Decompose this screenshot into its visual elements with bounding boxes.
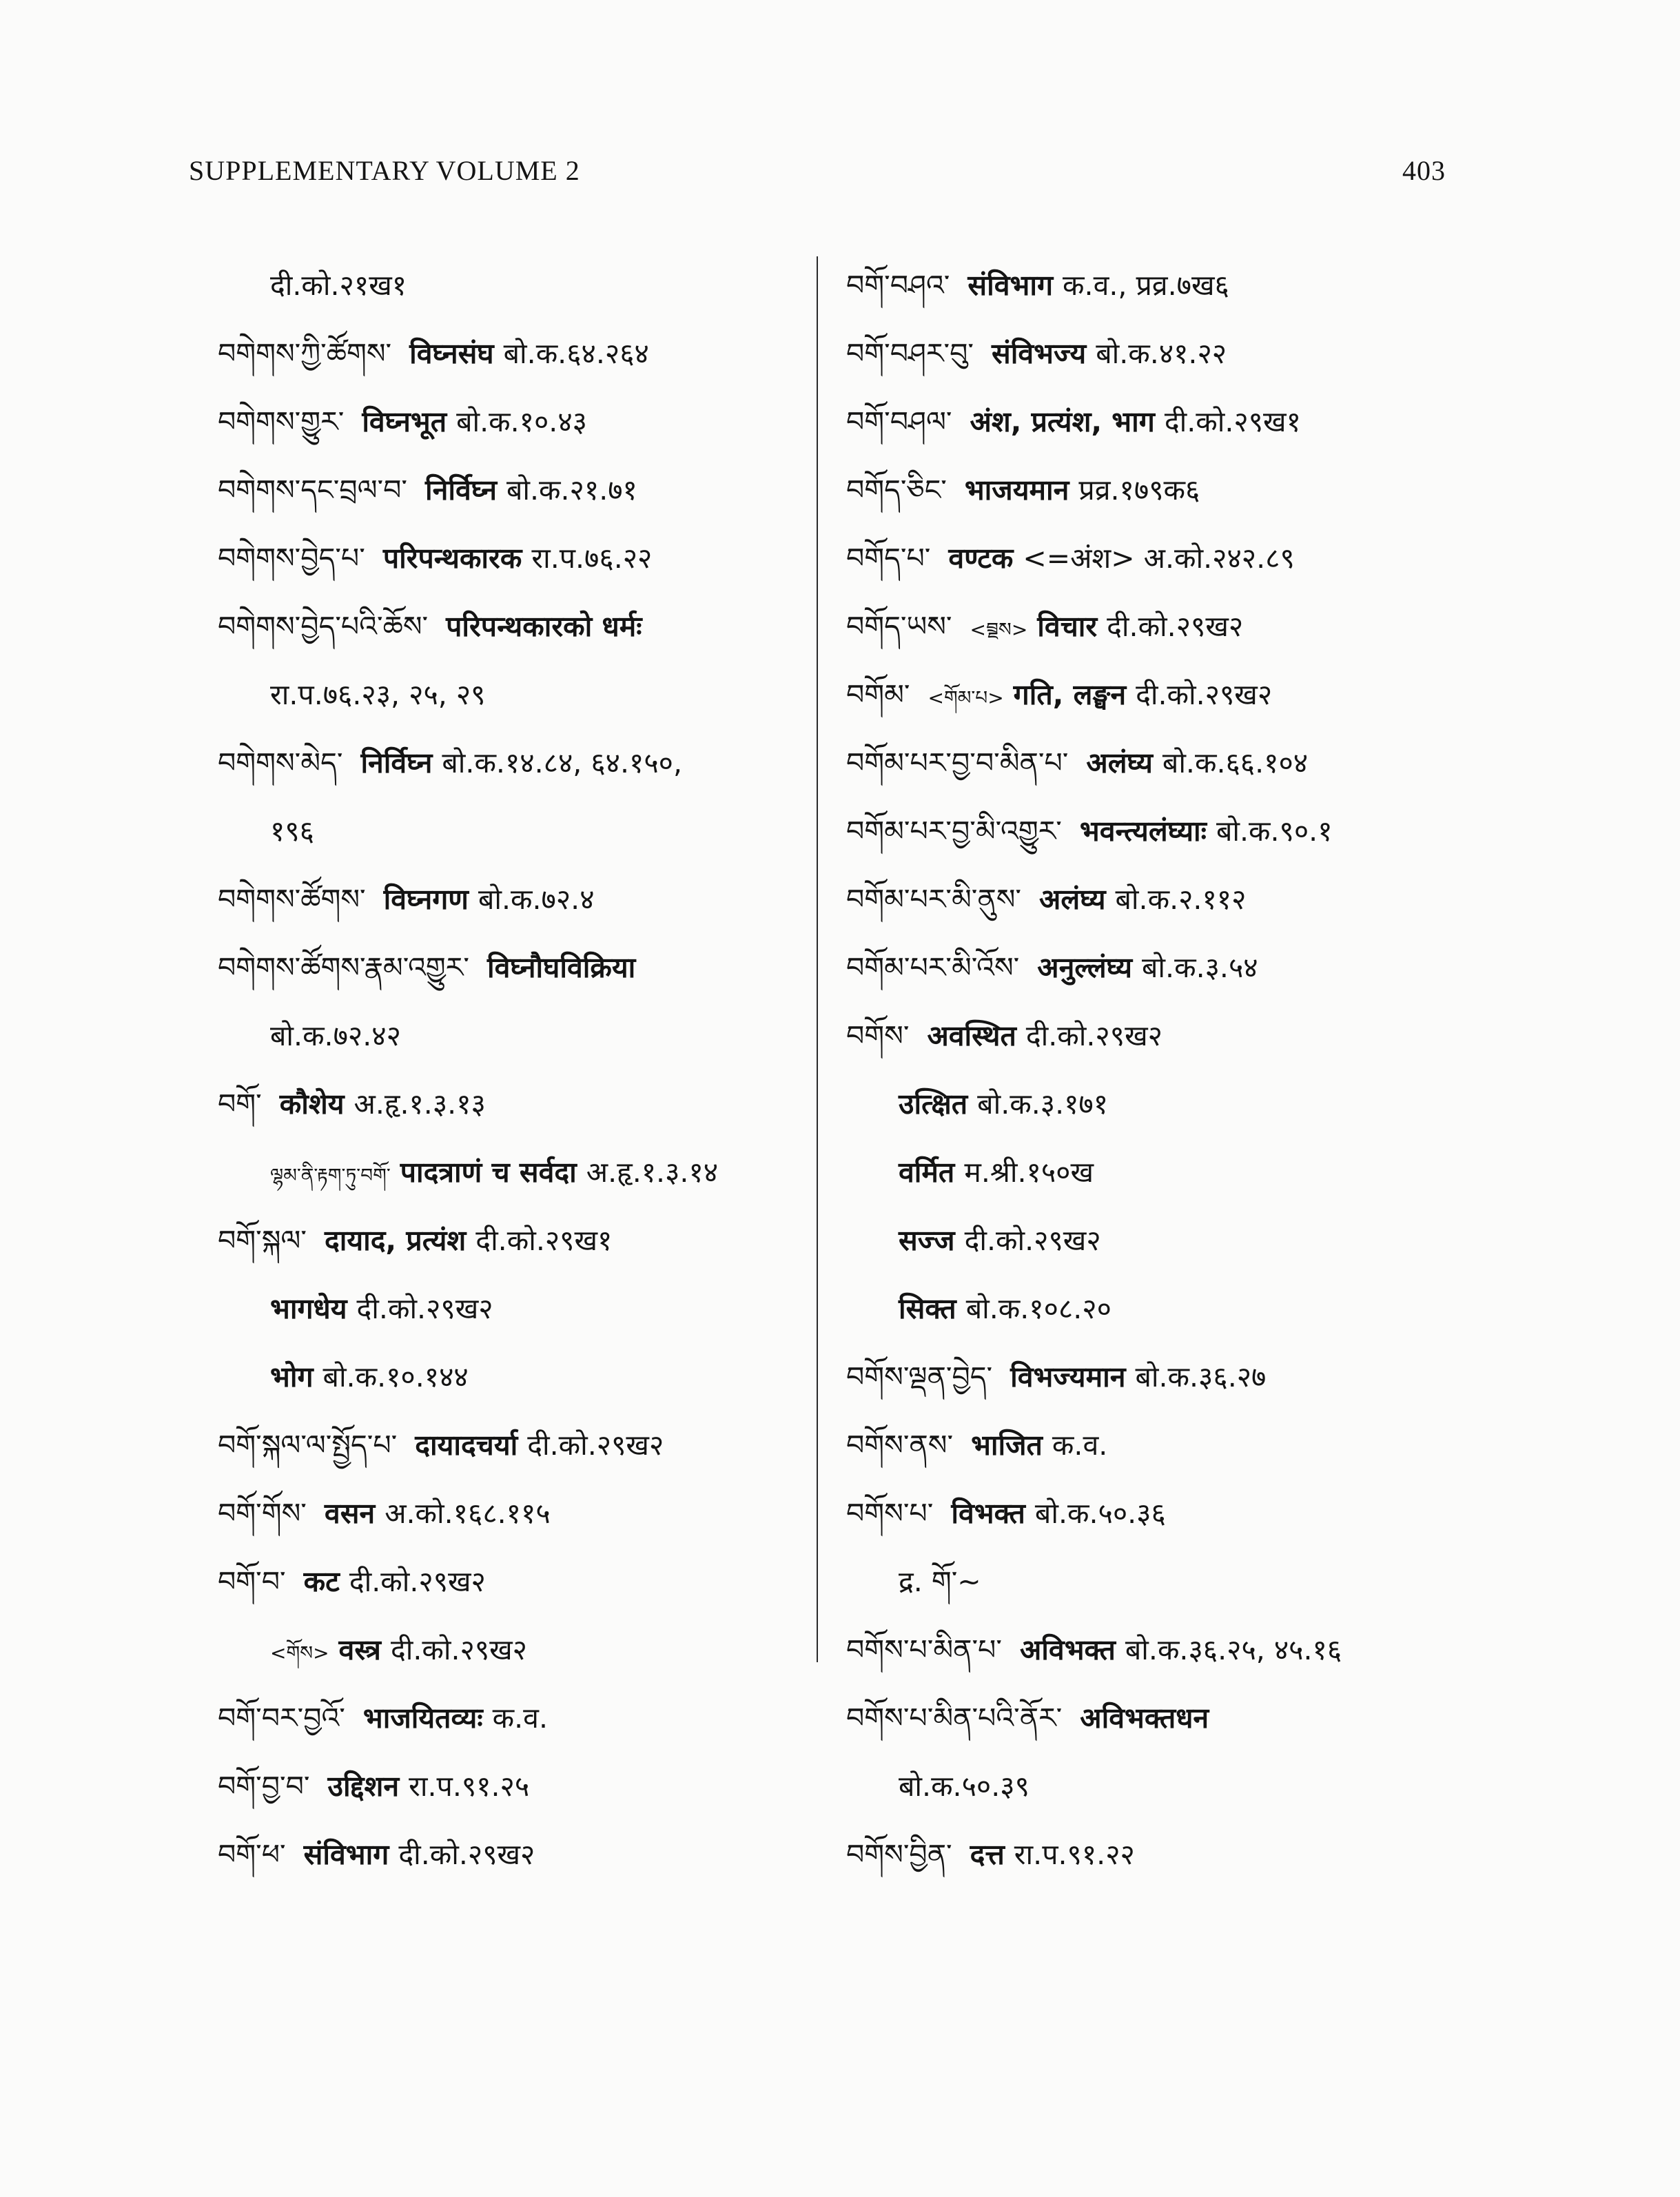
tibetan-headword: བགོས་ [846, 1019, 910, 1052]
source-reference: बो.क.१०८.२० [965, 1292, 1112, 1325]
sanskrit-equivalent: अलंघ्य [1039, 883, 1106, 916]
source-reference: क.व. [492, 1702, 548, 1735]
sanskrit-equivalent: दायादचर्या [415, 1429, 518, 1462]
tibetan-headword: བགོ་བར་བྱའོ་ [218, 1702, 345, 1735]
dictionary-entry [218, 1411, 810, 1480]
sanskrit-equivalent: दायाद, प्रत्यंश [325, 1224, 467, 1257]
source-reference: बो.क.२१.७१ [506, 473, 637, 507]
left-column [218, 252, 810, 1889]
tibetan-headword: བགོ་སྐལ་ལ་སྤྱོད་པ་ [218, 1429, 398, 1462]
source-reference: दी.को.२९ख२ [390, 1633, 527, 1666]
sanskrit-equivalent: अविभक्तधन [1080, 1702, 1209, 1735]
tibetan-headword: བགོམ་པར་བྱ་བ་མིན་པ་ [846, 746, 1069, 779]
sanskrit-equivalent: वण्टक [948, 542, 1014, 575]
sanskrit-equivalent: विभज्यमान [1010, 1360, 1126, 1393]
dictionary-entry [846, 934, 1480, 1002]
source-reference: बो.क.३.५४ [1142, 951, 1258, 984]
sanskrit-equivalent: विघ्नभूत [362, 405, 447, 438]
dictionary-entry [846, 797, 1480, 866]
running-title: SUPPLEMENTARY VOLUME 2 [189, 155, 580, 186]
sanskrit-equivalent: संविभाग [967, 269, 1054, 302]
sanskrit-equivalent: विभक्त [951, 1497, 1025, 1530]
sanskrit-equivalent: भवन्त्यलंघ्याः [1079, 815, 1207, 848]
sanskrit-equivalent: विघ्नौघविक्रिया [486, 951, 636, 984]
tibetan-headword: བགོམ་པར་བྱ་མི་འགྱུར་ [846, 815, 1062, 848]
dictionary-entry [846, 1684, 1480, 1753]
dictionary-entry [218, 456, 810, 524]
sanskrit-equivalent: वर्मित [899, 1156, 955, 1189]
dictionary-entry [218, 1480, 810, 1548]
tibetan-headword: བགེགས་ཚོགས་ [218, 883, 366, 916]
dictionary-entry [218, 252, 810, 320]
sanskrit-equivalent: भोग [270, 1360, 314, 1393]
sanskrit-equivalent: कट [303, 1565, 340, 1598]
tibetan-headword: བགོད་པ་ [846, 542, 931, 575]
tibetan-headword: བགེགས་དང་བྲལ་བ་ [218, 473, 408, 507]
source-reference: बो.क.३६.२५, ४५.१६ [1125, 1633, 1342, 1666]
source-reference: क.व., प्रव्र.७ख६ [1063, 269, 1229, 302]
dictionary-entry [218, 1207, 810, 1275]
sanskrit-equivalent: भागधेय [270, 1292, 347, 1325]
dictionary-entry [218, 1070, 810, 1138]
dictionary-entry [846, 1411, 1480, 1480]
sanskrit-equivalent: भाजयमान [964, 473, 1069, 507]
source-reference: रा.प.९१.२५ [409, 1770, 530, 1803]
sanskrit-equivalent: कौशेय [279, 1087, 345, 1121]
tibetan-headword: བགེགས་གྱུར་ [218, 405, 345, 438]
sanskrit-equivalent: दत्त [970, 1838, 1005, 1871]
tibetan-headword: བགོ་ཕ་ [218, 1838, 286, 1871]
source-reference: अ.हृ.१.३.१३ [354, 1087, 486, 1121]
tibetan-headword: བགོ་བཤར་བུ་ [846, 337, 974, 370]
tibetan-headword: བགོས་པ་མིན་པ་ [846, 1633, 1002, 1666]
dictionary-entry [218, 729, 810, 797]
source-reference: बो.क.१४.८४, ६४.१५०, [442, 746, 683, 779]
sanskrit-equivalent: भाजयितव्यः [362, 1702, 483, 1735]
source-reference: रा.प.९१.२२ [1014, 1838, 1135, 1871]
tibetan-headword: བགེགས་ཀྱི་ཚོགས་ [218, 337, 392, 370]
sanskrit-equivalent: संविभाग [303, 1838, 389, 1871]
tibetan-headword: བགེགས་མེད་ [218, 746, 343, 779]
dictionary-entry [218, 1821, 810, 1889]
tibetan-headword: བགོ་བ་ [218, 1565, 286, 1598]
sanskrit-equivalent: परिपन्थकारक [382, 542, 522, 575]
source-reference: बो.क.२.११२ [1115, 883, 1247, 916]
sanskrit-equivalent: सज्ज [899, 1224, 955, 1257]
tibetan-headword: བགོ་གོས་ [218, 1497, 307, 1530]
source-reference: दी.को.२९ख२ [398, 1838, 535, 1871]
column-divider [817, 256, 818, 1662]
page-header [189, 154, 1446, 187]
dictionary-entry [846, 252, 1480, 320]
dictionary-entry [218, 1138, 810, 1207]
source-reference: दी.को.२९ख१ [1164, 405, 1301, 438]
source-reference: बो.क.१०.४३ [456, 405, 587, 438]
entry-note: <གོས> [270, 1642, 329, 1664]
source-reference: बो.क.१०.१४४ [322, 1360, 469, 1393]
sanskrit-equivalent: संविभज्य [992, 337, 1087, 370]
source-reference: दी.को.२९ख१ [475, 1224, 613, 1257]
dictionary-entry [846, 320, 1480, 388]
source-reference: बो.क.७२.४२ [270, 1019, 401, 1052]
tibetan-headword: ལྷམ་ནི་རྟག་ཏུ་བགོ་ [270, 1164, 391, 1187]
sanskrit-equivalent: निर्विघ्न [425, 473, 497, 507]
dictionary-entry [846, 1002, 1480, 1070]
dictionary-entry [846, 456, 1480, 524]
tibetan-headword: བགོས་པ་མིན་པའི་ནོར་ [846, 1702, 1063, 1735]
dictionary-entry [846, 524, 1480, 593]
source-reference: बो.क.५०.३६ [1034, 1497, 1166, 1530]
dictionary-entry [846, 593, 1480, 661]
dictionary-entry [218, 661, 810, 729]
sanskrit-equivalent: वसन [324, 1497, 376, 1530]
dictionary-entry [846, 1821, 1480, 1889]
source-reference: बो.क.६६.१०४ [1162, 746, 1309, 779]
sanskrit-equivalent: सिक्त [899, 1292, 956, 1325]
source-reference: दी.को.२९ख२ [356, 1292, 493, 1325]
sanskrit-equivalent: उद्दिशन [327, 1770, 400, 1803]
source-reference: अ.को.१६८.११५ [385, 1497, 551, 1530]
source-reference: दी.को.२९ख२ [1025, 1019, 1162, 1052]
dictionary-entry [218, 866, 810, 934]
source-reference: बो.क.३.१७१ [977, 1087, 1109, 1121]
dictionary-entry [846, 1275, 1480, 1343]
dictionary-entry [218, 524, 810, 593]
dictionary-entry [218, 1343, 810, 1411]
dictionary-entry [846, 729, 1480, 797]
tibetan-headword: བགོམ་པར་མི་འོས་ [846, 951, 1020, 984]
dictionary-entry [218, 1684, 810, 1753]
source-reference: दी.को.२१ख१ [270, 269, 407, 302]
source-reference: बो.क.३६.२७ [1135, 1360, 1267, 1393]
source-reference: क.व. [1052, 1429, 1108, 1462]
dictionary-entry [846, 661, 1480, 729]
source-reference: द्र. གོ་~ [899, 1565, 981, 1598]
dictionary-entry [218, 934, 810, 1002]
dictionary-entry [846, 1343, 1480, 1411]
tibetan-headword: བགོས་པ་ [846, 1497, 934, 1530]
dictionary-entry [846, 1616, 1480, 1684]
dictionary-entry [218, 1753, 810, 1821]
sanskrit-equivalent: वस्त्र [338, 1633, 381, 1666]
dictionary-entry [218, 797, 810, 866]
source-reference: दी.को.२९ख२ [1136, 678, 1273, 711]
sanskrit-equivalent: निर्विघ्न [360, 746, 433, 779]
sanskrit-equivalent: पादत्राणं च सर्वदा [400, 1156, 577, 1189]
sanskrit-equivalent: विघ्नसंघ [409, 337, 494, 370]
source-reference: बो.क.९०.१ [1216, 815, 1333, 848]
source-reference: प्रव्र.१७९क६ [1078, 473, 1200, 507]
source-reference: दी.को.२९ख२ [1107, 610, 1244, 643]
sanskrit-equivalent: अविभक्त [1019, 1633, 1116, 1666]
right-column [846, 252, 1480, 1889]
source-reference: बो.क.७२.४ [478, 883, 595, 916]
source-reference: रा.प.७६.२३, २५, २९ [270, 678, 486, 711]
dictionary-entry [218, 1002, 810, 1070]
tibetan-headword: བགོ་སྐལ་ [218, 1224, 307, 1257]
tibetan-headword: བགོ་བཤལ་ [846, 405, 952, 438]
entry-note: <བྲྡས> [970, 618, 1028, 641]
tibetan-headword: བགེགས་བྱེད་པའི་ཆོས་ [218, 610, 429, 643]
tibetan-headword: བགོད་ཡས་ [846, 610, 952, 643]
sanskrit-equivalent: विचार [1037, 610, 1098, 643]
source-reference: १९६ [270, 815, 314, 848]
entry-note: <གོམ་པ> [928, 686, 1004, 709]
dictionary-entry [846, 1070, 1480, 1138]
sanskrit-equivalent: अलंघ्य [1086, 746, 1153, 779]
sanskrit-equivalent: अवस्थित [927, 1019, 1016, 1052]
dictionary-entry [846, 1207, 1480, 1275]
source-reference: बो.क.६४.२६४ [503, 337, 649, 370]
tibetan-headword: བགོད་ཅིང་ [846, 473, 947, 507]
tibetan-headword: བགོས་བྱིན་ [846, 1838, 952, 1871]
source-reference: दी.को.२९ख२ [964, 1224, 1101, 1257]
source-reference: <=अंश> अ.को.२४२.८९ [1023, 542, 1295, 575]
tibetan-headword: བགོ་བཤའ་ [846, 269, 950, 302]
dictionary-entry [218, 593, 810, 661]
source-reference: म.श्री.१५०ख [964, 1156, 1094, 1189]
tibetan-headword: བགེགས་བྱེད་པ་ [218, 542, 365, 575]
page-number: 403 [1402, 155, 1446, 186]
dictionary-entry [846, 1753, 1480, 1821]
source-reference: दी.को.२९ख२ [349, 1565, 486, 1598]
tibetan-headword: བགོམ་པར་མི་ནུས་ [846, 883, 1021, 916]
dictionary-entry [218, 388, 810, 456]
tibetan-headword: བགོས་ལྡན་བྱེད་ [846, 1360, 993, 1393]
source-reference: बो.क.४१.२२ [1096, 337, 1227, 370]
tibetan-headword: བགོ་ [218, 1087, 262, 1121]
dictionary-entry [218, 1548, 810, 1616]
tibetan-headword: བགོམ་ [846, 678, 910, 711]
tibetan-headword: བགོས་ནས་ [846, 1429, 954, 1462]
dictionary-entry [218, 320, 810, 388]
sanskrit-equivalent: परिपन्थकारको धर्मः [446, 610, 642, 643]
source-reference: दी.को.२९ख२ [527, 1429, 664, 1462]
sanskrit-equivalent: अनुल्लंघ्य [1037, 951, 1133, 984]
sanskrit-equivalent: अंश, प्रत्यंश, भाग [970, 405, 1155, 438]
source-reference: अ.हृ.१.३.१४ [586, 1156, 719, 1189]
tibetan-headword: བགོ་བྱ་བ་ [218, 1770, 310, 1803]
sanskrit-equivalent: उत्क्षित [899, 1087, 968, 1121]
source-reference: बो.क.५०.३९ [899, 1770, 1029, 1803]
dictionary-entry [846, 1138, 1480, 1207]
sanskrit-equivalent: गति, लङ्घन [1013, 678, 1127, 711]
tibetan-headword: བགེགས་ཚོགས་རྣམ་འགྱུར་ [218, 951, 469, 984]
dictionary-entry [846, 866, 1480, 934]
dictionary-entry [846, 1480, 1480, 1548]
sanskrit-equivalent: विघ्नगण [383, 883, 469, 916]
dictionary-entry [846, 388, 1480, 456]
dictionary-entry [846, 1548, 1480, 1616]
dictionary-entry [218, 1616, 810, 1684]
dictionary-entry [218, 1275, 810, 1343]
source-reference: रा.प.७६.२२ [531, 542, 653, 575]
sanskrit-equivalent: भाजित [971, 1429, 1043, 1462]
